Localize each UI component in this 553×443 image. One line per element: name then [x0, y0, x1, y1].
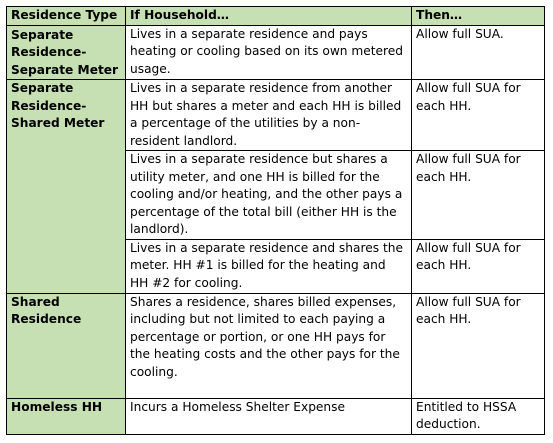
condition-cell: Lives in a separate residence and shares the meter. HH #1 is billed for the heating and HH #2 for cooling. [126, 239, 412, 293]
result-cell: Allow full SUA for each HH. [412, 151, 545, 240]
residence-type-cell: Shared Residence [7, 293, 126, 398]
condition-cell: Incurs a Homeless Shelter Expense [126, 398, 412, 434]
table-row [7, 293, 545, 398]
condition-cell: Lives in a separate residence from another HH but shares a meter and each HH is billed a percentage of the utilities by a non-resident landlord. [126, 80, 412, 151]
sua-table [6, 6, 545, 435]
header-row [7, 7, 545, 26]
header-then: Then… [412, 7, 545, 26]
result-cell: Allow full SUA for each HH. [412, 80, 545, 151]
header-if-household: If Household… [126, 7, 412, 26]
result-cell: Entitled to HSSA deduction. [412, 398, 545, 434]
table-row [7, 398, 545, 434]
result-cell: Allow full SUA for each HH. [412, 293, 545, 398]
table-row [7, 80, 545, 151]
condition-cell: Lives in a separate residence and pays heating or cooling based on its own metered usage. [126, 25, 412, 80]
condition-cell: Lives in a separate residence but shares a utility meter, and one HH is billed for the cooling and/or heating, and the other pays a percentage of the total bill (either HH is the landlord). [126, 151, 412, 240]
result-cell: Allow full SUA for each HH. [412, 239, 545, 293]
table-row [7, 25, 545, 80]
residence-type-cell: Homeless HH [7, 398, 126, 434]
condition-cell: Shares a residence, shares billed expenses, including but not limited to each paying a percentage or portion, or one HH pays for the heating costs and the other pays for the cooling. [126, 293, 412, 398]
residence-type-cell: Separate Residence-Separate Meter [7, 25, 126, 80]
header-residence-type: Residence Type [7, 7, 126, 26]
residence-type-cell: Separate Residence-Shared Meter [7, 80, 126, 294]
result-cell: Allow full SUA. [412, 25, 545, 80]
